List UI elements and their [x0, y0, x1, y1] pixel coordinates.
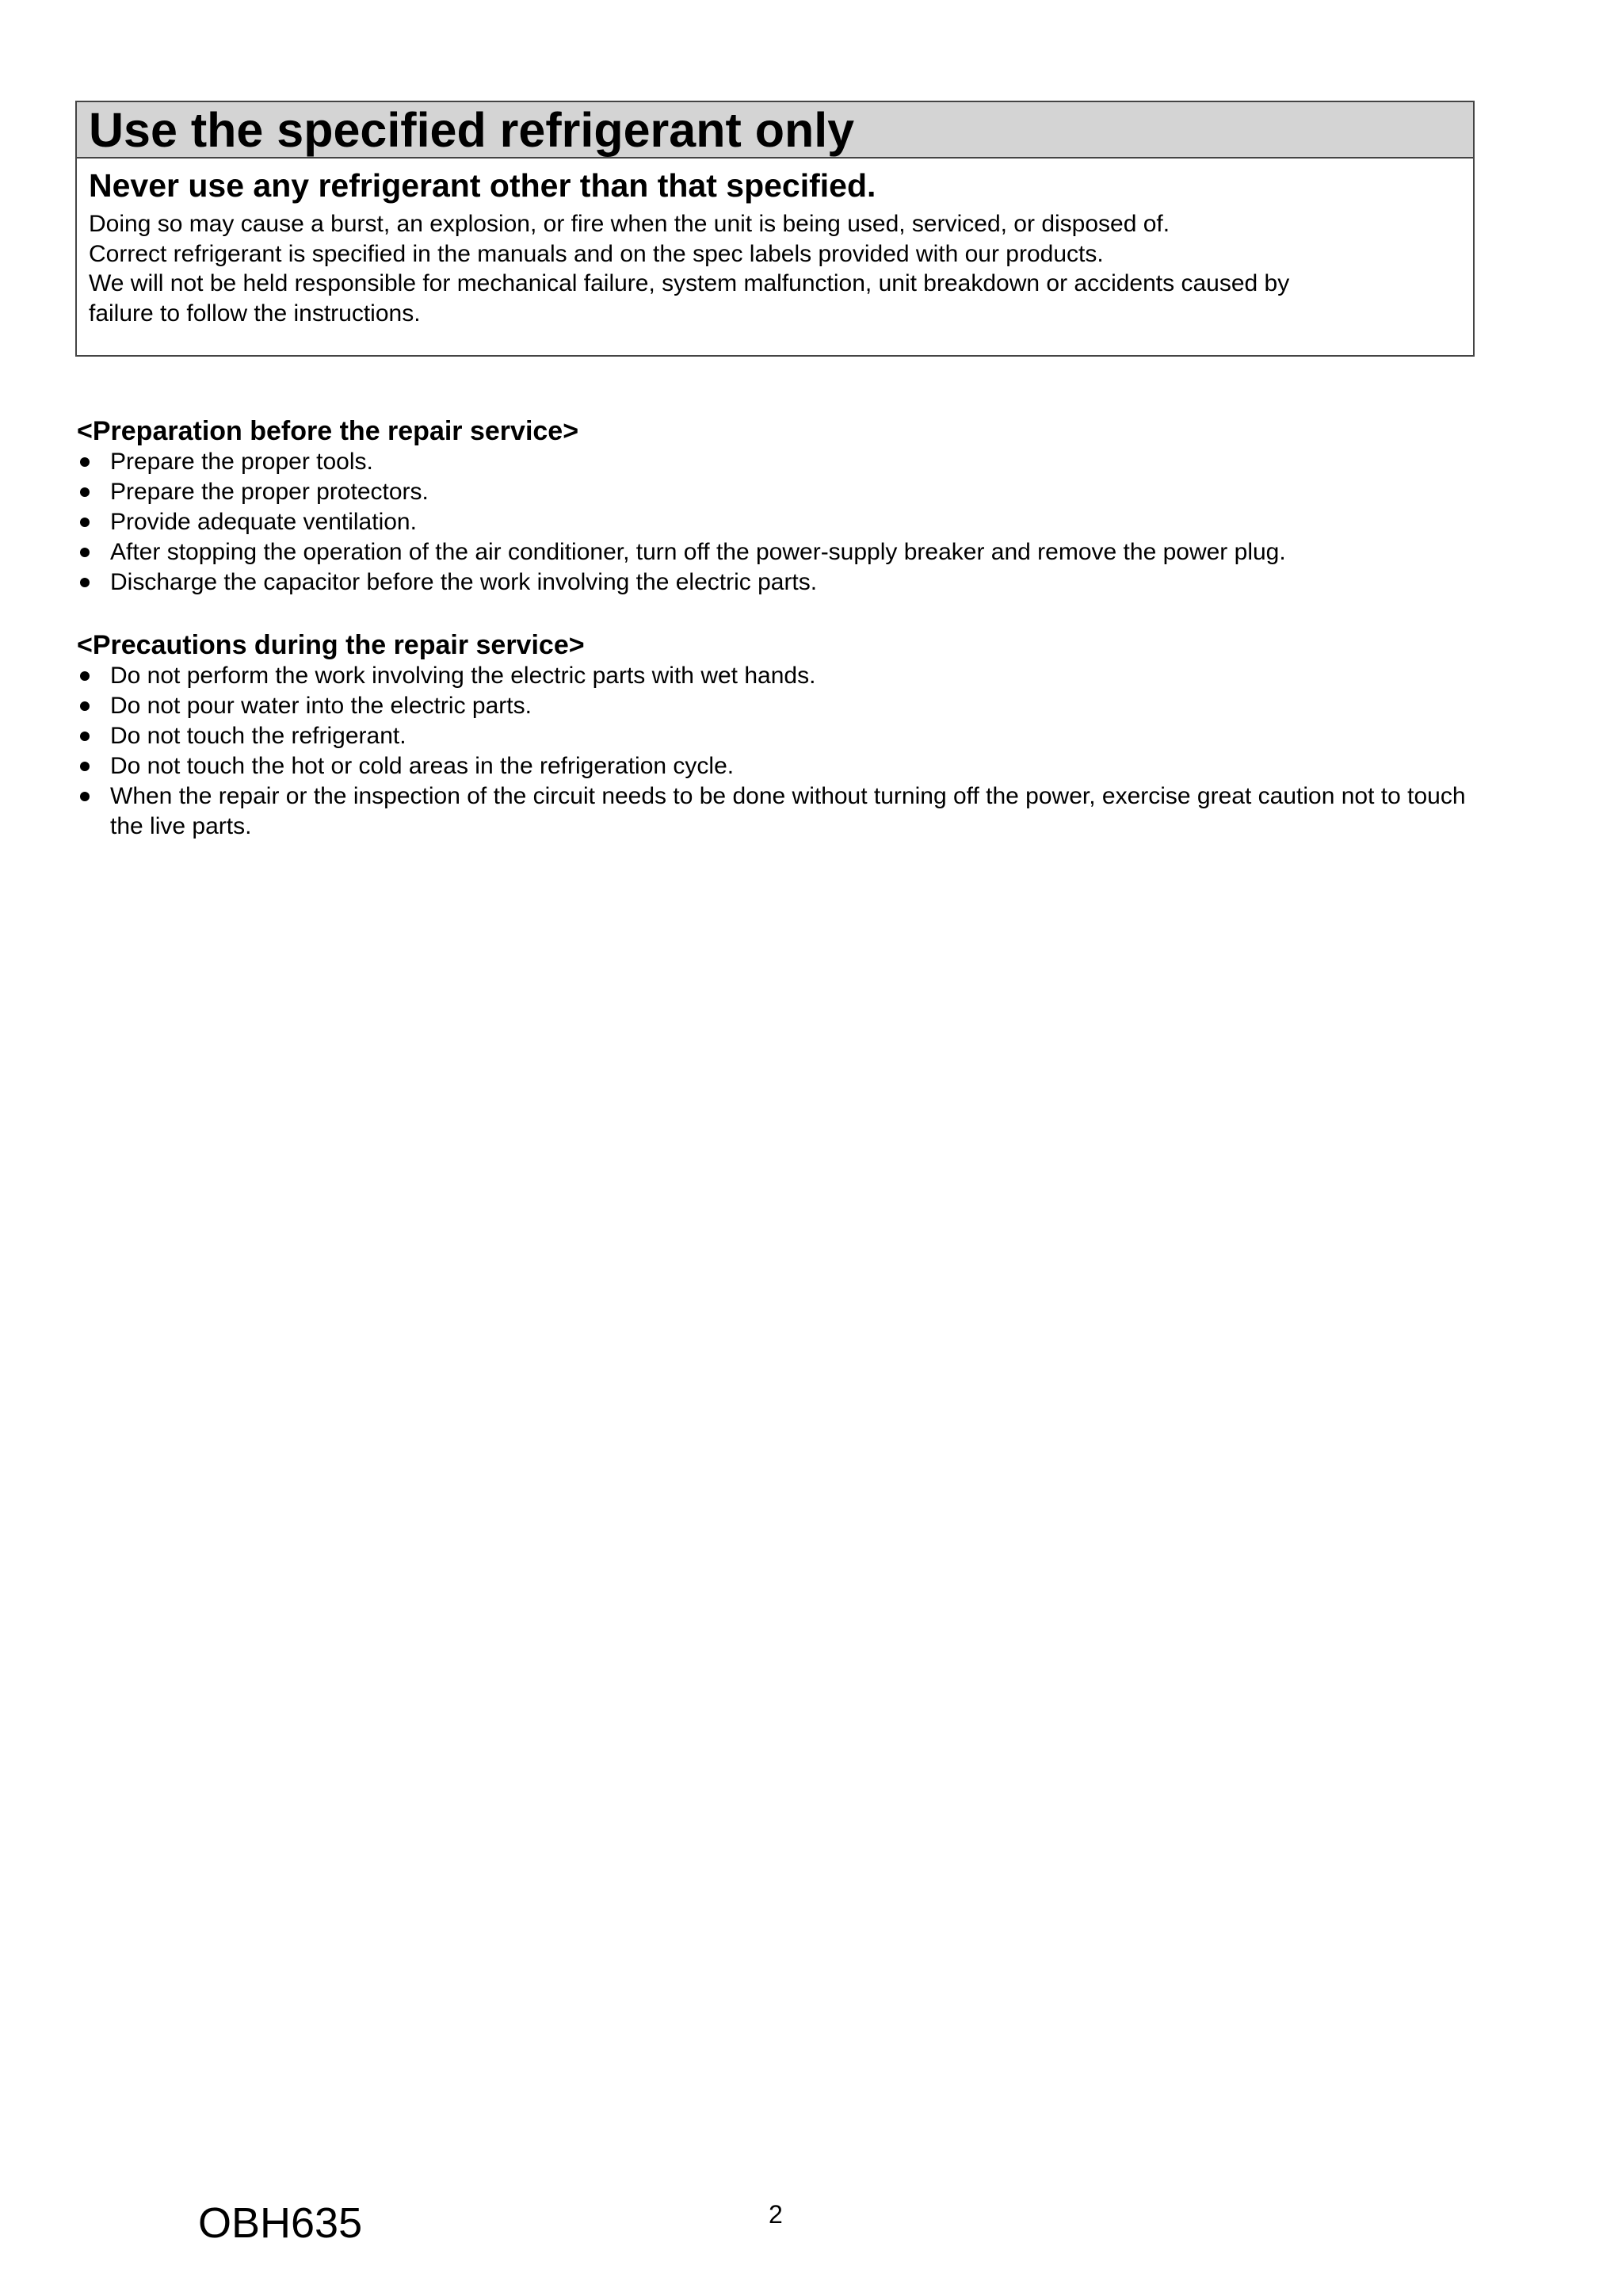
list-item [77, 781, 1503, 842]
bullet-icon [80, 487, 90, 497]
list-item [77, 567, 1503, 598]
preparation-heading: <Preparation before the repair service> [77, 416, 579, 446]
list-item [77, 447, 1503, 477]
warning-line: Doing so may cause a burst, an explosion, or fire when the unit is being used, serviced, or disposed of. [89, 211, 1170, 237]
precautions-section [77, 629, 1503, 842]
bullet-icon [80, 518, 90, 527]
preparation-section [77, 415, 1503, 598]
warning-line: We will not be held responsible for mechanical failure, system malfunction, unit breakdown or accidents caused by [89, 270, 1290, 296]
list-item [77, 661, 1503, 691]
bullet-icon [80, 578, 90, 587]
warning-subtitle: Never use any refrigerant other than that specified. [89, 167, 876, 204]
warning-body [77, 159, 1473, 328]
list-item-text: Prepare the proper protectors. [110, 479, 429, 505]
warning-title: Use the specified refrigerant only [77, 102, 1473, 159]
list-item-text: Do not touch the hot or cold areas in the refrigeration cycle. [110, 753, 735, 779]
list-item [77, 477, 1503, 507]
list-item [77, 751, 1503, 781]
list-item-text: After stopping the operation of the air conditioner, turn off the power-supply breaker and remove the power plug. [110, 539, 1286, 565]
bullet-icon [80, 732, 90, 741]
document-code: OBH635 [198, 2199, 363, 2247]
list-item-text: Do not perform the work involving the electric parts with wet hands. [110, 663, 816, 689]
precautions-list [77, 661, 1503, 842]
page-number: 2 [769, 2200, 783, 2229]
bullet-icon [80, 671, 90, 681]
list-item [77, 691, 1503, 721]
warning-line: Correct refrigerant is specified in the manuals and on the spec labels provided with our products. [89, 240, 1104, 267]
bullet-icon [80, 762, 90, 771]
list-item-text: Provide adequate ventilation. [110, 509, 417, 535]
list-item [77, 507, 1503, 537]
list-item [77, 537, 1503, 567]
list-item-text: When the repair or the inspection of the circuit needs to be done without turning off the power, exercise great caution not to touch the live parts. [110, 783, 1466, 839]
list-item-text: Do not pour water into the electric parts. [110, 693, 532, 719]
refrigerant-warning-box [75, 101, 1475, 357]
list-item [77, 721, 1503, 751]
bullet-icon [80, 548, 90, 557]
preparation-list [77, 447, 1503, 598]
precautions-heading: <Precautions during the repair service> [77, 630, 585, 660]
list-item-text: Discharge the capacitor before the work involving the electric parts. [110, 569, 818, 595]
list-item-text: Prepare the proper tools. [110, 449, 373, 475]
bullet-icon [80, 701, 90, 711]
bullet-icon [80, 792, 90, 801]
warning-line: failure to follow the instructions. [89, 300, 421, 327]
list-item-text: Do not touch the refrigerant. [110, 723, 406, 749]
bullet-icon [80, 457, 90, 467]
